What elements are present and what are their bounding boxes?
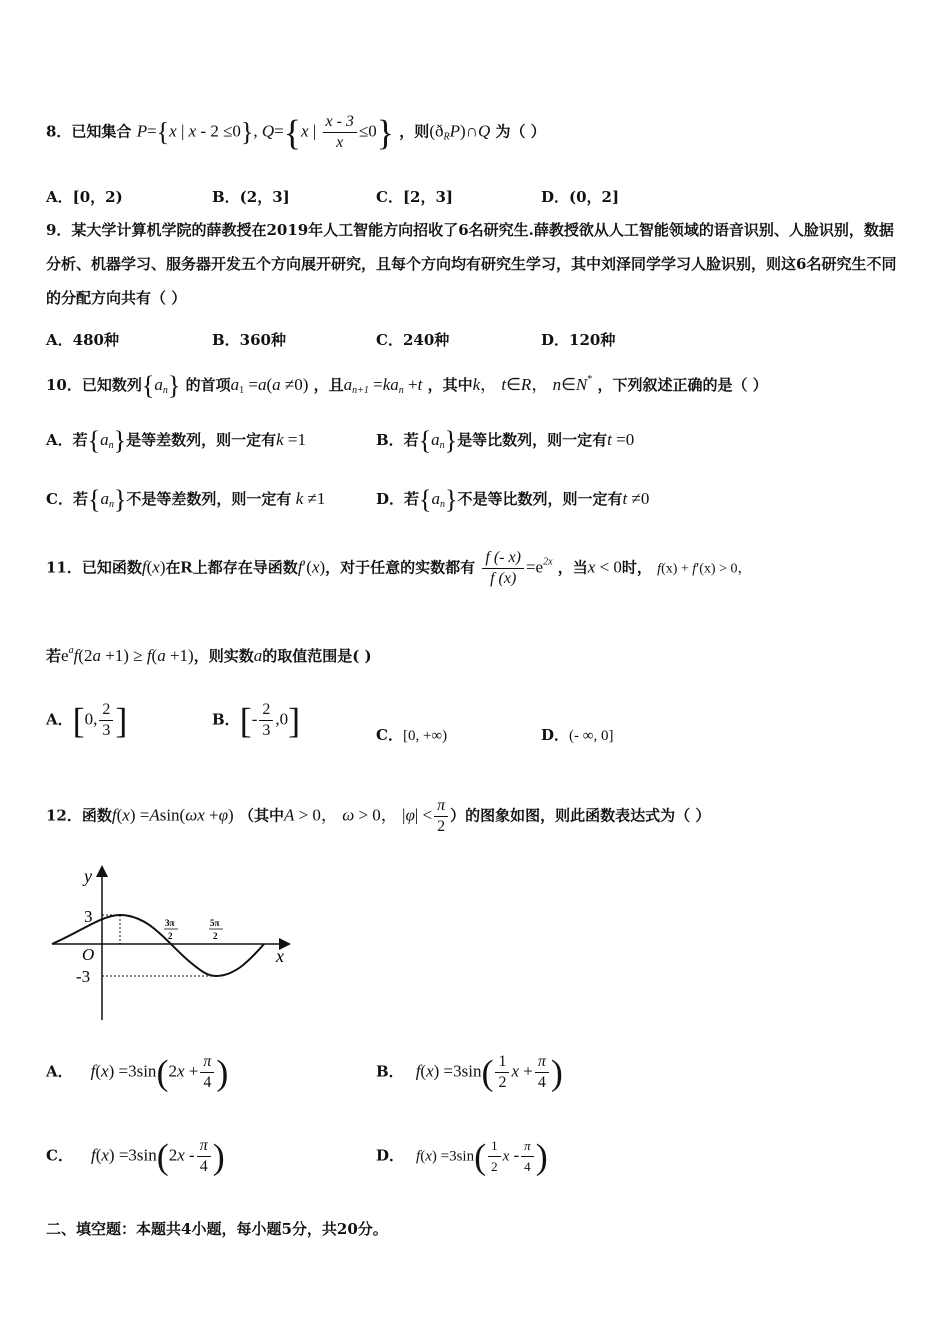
q10-text-2: ，且 — [313, 376, 344, 394]
q11-option-d: D．(- ∞, 0] — [541, 726, 614, 744]
tick-3pi-2-num: 3π — [165, 918, 175, 928]
q10-option-b: B．若$\{a_n\}$是等比数列，则一定有t =0 — [376, 426, 635, 455]
q10-option-a: A．若$\{a_n\}$是等差数列，则一定有k =1 — [46, 426, 307, 455]
q10-text-3: ，其中 — [427, 376, 473, 394]
question-12: 12．函数f(x) =Asin(ωx +φ) （其中A > 0， ω > 0， |φ| < $\frac{\pi}{2}$ ）的图象如图，则此函数表达式为（ ） — [46, 797, 711, 835]
q8-option-a: A．[0，2) — [46, 188, 123, 206]
question-8: 8．已知集合 P={x | x - 2 ≤0}, Q={x | $\frac{x - 3}{x}$ ≤0} ，则$(ð_RP)\cap Q$ 为（ ） — [46, 112, 546, 153]
q12-number: 12．函数 — [46, 806, 112, 825]
x-axis-label: x — [276, 946, 284, 966]
origin-label: O — [82, 945, 95, 964]
q10-option-c: C．若$\{a_n\}$不是等差数列，则一定有 k ≠1 — [46, 485, 326, 514]
q9-option-c: C．240种 — [376, 331, 450, 349]
q8-option-d: D．(0，2] — [541, 188, 620, 206]
section-2-heading: 二、填空题：本题共4小题，每小题5分，共20分。 — [46, 1220, 388, 1238]
q10-number: 10．已知数列 — [46, 376, 142, 394]
q10-option-d: D．若$\{a_n\}$不是等比数列，则一定有t ≠0 — [376, 485, 650, 514]
q12-option-a: A． f(x) =3sin(2x + $\frac{\pi}{4}$ ) — [46, 1052, 229, 1093]
y-max-label: 3 — [84, 907, 93, 926]
q11-option-a: A．[0, $\frac{2}{3}$ ] — [46, 700, 128, 741]
q12-option-c: C． f(x) =3sin(2x - $\frac{\pi}{4}$ ) — [46, 1136, 225, 1177]
tick-5pi-2-den: 2 — [213, 931, 218, 941]
question-10: 10．已知数列$\{a_n\}$ 的首项$a_1 =a(a \ne 0)$ ，且$a_{n+1} =ka_n +t$ ，其中k， t∈R， n∈N* ，下列叙述正确的是（ ） — [46, 371, 768, 400]
sine-graph — [50, 862, 300, 1027]
set-p-formula: P — [136, 121, 148, 141]
q11-option-c: C．[0, +∞) — [376, 726, 448, 744]
q8-tail2: 为（ ） — [495, 122, 546, 141]
q11-condition: 若$e^af(2a +1) \ge f(a +1)$，则实数a的取值范围是( ) — [46, 645, 372, 665]
q10-text-1: 的首项 — [185, 376, 231, 394]
y-min-label: -3 — [76, 967, 91, 986]
q11-number: 11．已知函数 — [46, 558, 142, 577]
tick-3pi-2-den: 2 — [168, 931, 173, 941]
q8-option-b: B．(2，3] — [212, 188, 290, 206]
q8-tail1: ，则 — [399, 122, 430, 141]
tick-5pi-2-num: 5π — [210, 918, 220, 928]
q10-text-4: ，下列叙述正确的是（ ） — [597, 376, 768, 394]
question-11: 11．已知函数f(x)在R上都存在导函数f′(x)，对于任意的实数都有 $\frac{f (- x)}{f (x)}$ $=e^{2x}$ ，当x < 0时， f(x) + f′(x) > 0， — [46, 549, 752, 587]
y-axis-label: y — [84, 866, 92, 886]
q12-option-d: D． f(x) =3sin( $\frac{1}{2}$ x - $\frac{\pi}{4}$ ) — [376, 1136, 548, 1177]
q8-number: 8．已知集合 — [46, 122, 132, 141]
q9-option-d: D．120种 — [541, 331, 616, 349]
q12-option-b: B． f(x) =3sin( $\frac{1}{2}$ x + $\frac{\pi}{4}$ ) — [376, 1052, 563, 1093]
q11-option-b: B．[- $\frac{2}{3}$ ,0] — [212, 700, 301, 741]
q9-option-a: A．480种 — [46, 331, 119, 349]
question-9: 9．某大学计算机学院的薛教授在2019年人工智能方向招收了6名研究生.薛教授欲从人工智能领域的语音识别、人脸识别，数据分析、机器学习、服务器开发五个方向展开研究，且每个方向均有研究生学习，其中刘泽同学学习人脸识别，则这6名研究生不同的分配方向共有（ ） — [46, 221, 897, 307]
q9-option-b: B．360种 — [212, 331, 286, 349]
q8-option-c: C．[2，3] — [376, 188, 454, 206]
